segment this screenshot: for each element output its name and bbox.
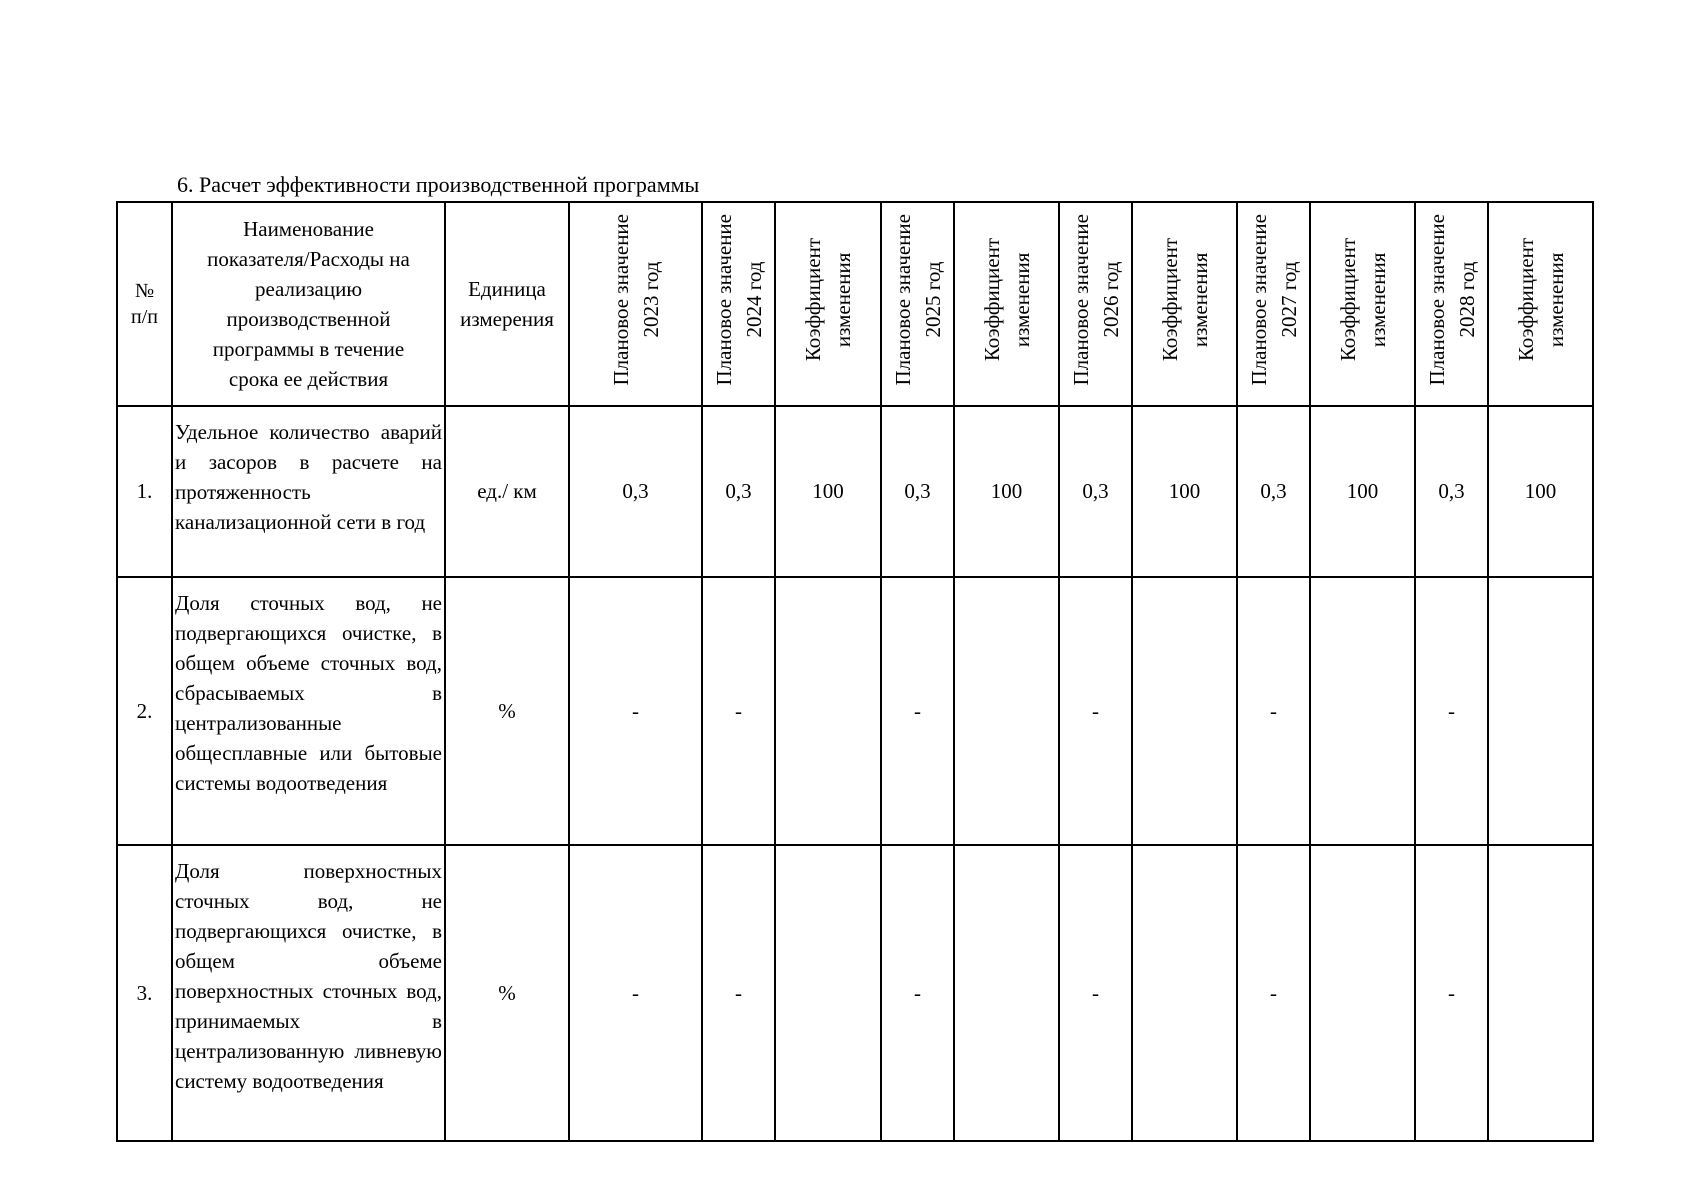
row-coef-2027 (1310, 845, 1415, 1141)
row-num: 2. (117, 577, 172, 845)
header-plan-2024: Плановое значение 2024 год (702, 202, 775, 406)
row-num: 3. (117, 845, 172, 1141)
row-plan-2023: 0,3 (569, 406, 702, 577)
row-plan-2026: - (1059, 577, 1132, 845)
header-name: Наименование показателя/Расходы на реализацию производственной программы в течение срока ее действия (172, 202, 445, 406)
table-row (117, 406, 1593, 577)
row-plan-2027: - (1237, 577, 1310, 845)
header-plan-2027: Плановое значение 2027 год (1237, 202, 1310, 406)
header-coef-2028: Коэффициент изменения (1488, 202, 1593, 406)
row-coef-2026: 100 (1132, 406, 1237, 577)
header-coef-2027: Коэффициент изменения (1310, 202, 1415, 406)
row-plan-2025: 0,3 (881, 406, 954, 577)
table-row (117, 845, 1593, 1141)
row-unit: % (445, 845, 569, 1141)
row-plan-2026: - (1059, 845, 1132, 1141)
header-plan-2025: Плановое значение 2025 год (881, 202, 954, 406)
row-coef-2028: 100 (1488, 406, 1593, 577)
row-unit: ед./ км (445, 406, 569, 577)
row-coef-2024 (775, 845, 881, 1141)
row-plan-2026: 0,3 (1059, 406, 1132, 577)
header-unit: Единица измерения (445, 202, 569, 406)
row-coef-2028 (1488, 577, 1593, 845)
table-header-row (117, 202, 1593, 406)
row-plan-2023: - (569, 845, 702, 1141)
row-plan-2024: 0,3 (702, 406, 775, 577)
row-plan-2025: - (881, 577, 954, 845)
header-coef-2024: Коэффициент изменения (775, 202, 881, 406)
row-plan-2023: - (569, 577, 702, 845)
row-indicator-name: Доля поверхностных сточных вод, не подвергающихся очистке, в общем объеме поверхностных сточных вод, принимаемых в централизованную ливневую систему водоотведения (172, 845, 445, 1141)
row-coef-2026 (1132, 577, 1237, 845)
row-indicator-name: Доля сточных вод, не подвергающихся очистке, в общем объеме сточных вод, сбрасываемых в централизованные общесплавные или бытовые системы водоотведения (172, 577, 445, 845)
table-row (117, 577, 1593, 845)
efficiency-table (116, 201, 1594, 1142)
section-title: 6. Расчет эффективности производственной программы (177, 172, 700, 197)
header-coef-2026: Коэффициент изменения (1132, 202, 1237, 406)
row-unit: % (445, 577, 569, 845)
row-indicator-name: Удельное количество аварий и засоров в расчете на протяженность канализационной сети в год (172, 406, 445, 577)
row-plan-2028: - (1415, 845, 1488, 1141)
row-plan-2027: - (1237, 845, 1310, 1141)
header-coef-2025: Коэффициент изменения (954, 202, 1059, 406)
row-coef-2027 (1310, 577, 1415, 845)
row-coef-2026 (1132, 845, 1237, 1141)
header-plan-2023: Плановое значение 2023 год (569, 202, 702, 406)
row-plan-2024: - (702, 577, 775, 845)
row-num: 1. (117, 406, 172, 577)
header-num: № п/п (117, 202, 172, 406)
row-coef-2024: 100 (775, 406, 881, 577)
row-plan-2024: - (702, 845, 775, 1141)
row-coef-2025: 100 (954, 406, 1059, 577)
row-coef-2027: 100 (1310, 406, 1415, 577)
row-coef-2025 (954, 577, 1059, 845)
header-plan-2028: Плановое значение 2028 год (1415, 202, 1488, 406)
row-plan-2027: 0,3 (1237, 406, 1310, 577)
row-coef-2025 (954, 845, 1059, 1141)
row-plan-2025: - (881, 845, 954, 1141)
row-coef-2024 (775, 577, 881, 845)
row-plan-2028: 0,3 (1415, 406, 1488, 577)
row-plan-2028: - (1415, 577, 1488, 845)
row-coef-2028 (1488, 845, 1593, 1141)
header-plan-2026: Плановое значение 2026 год (1059, 202, 1132, 406)
